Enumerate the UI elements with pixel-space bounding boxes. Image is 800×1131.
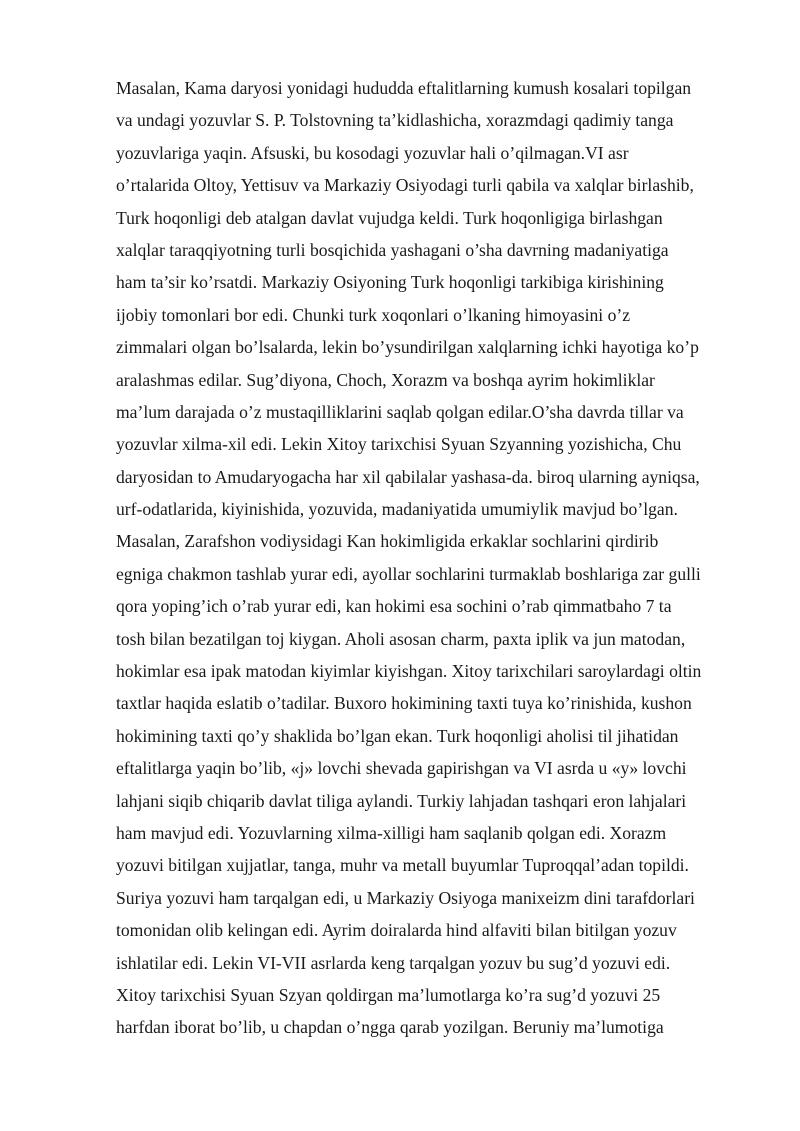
text-line: Masalan, Zarafshon vodiysidagi Kan hokimligida erkaklar sochlarini qirdirib: [116, 531, 659, 552]
text-line: Suriya yozuvi ham tarqalgan edi, u Markaziy Osiyoga manixeizm dini tarafdorlari: [116, 887, 695, 908]
document-page: [116, 72, 716, 1044]
text-line: aralashmas edilar. Sug’diyona, Choch, Xorazm va boshqa ayrim hokimliklar: [116, 369, 655, 390]
text-line: ma’lum darajada o’z mustaqilliklarini saqlab qolgan edilar.O’sha davrda tillar va: [116, 401, 684, 422]
text-line: ham mavjud edi. Yozuvlarning xilma-xilligi ham saqlanib qolgan edi. Xorazm: [116, 822, 667, 843]
text-line: ishlatilar edi. Lekin VI-VII asrlarda keng tarqalgan yozuv bu sug’d yozuvi edi.: [116, 952, 671, 973]
text-line: ham ta’sir ko’rsatdi. Markaziy Osiyoning Turk hoqonligi tarkibiga kirishining: [116, 272, 664, 293]
text-line: urf-odatlarida, kiyinishida, yozuvida, madaniyatida umumiylik mavjud bo’lgan.: [116, 499, 678, 520]
text-line: zimmalari olgan bo’lsalarda, lekin bo’ysundirilgan xalqlarning ichki hayotiga ko’p: [116, 337, 699, 358]
text-line: yozuvlar xilma-xil edi. Lekin Xitoy tarixchisi Syuan Szyanning yozishicha, Chu: [116, 434, 682, 455]
text-line: xalqlar taraqqiyotning turli bosqichida yashagani o’sha davrning madaniyatiga: [116, 239, 669, 260]
text-line: ijobiy tomonlari bor edi. Chunki turk xoqonlari o’lkaning himoyasini o’z: [116, 304, 631, 325]
text-line: egniga chakmon tashlab yurar edi, ayollar sochlarini turmaklab boshlariga zar gulli: [116, 563, 701, 584]
text-line: harfdan iborat bo’lib, u chapdan o’ngga qarab yozilgan. Beruniy ma’lumotiga: [116, 1017, 664, 1038]
text-line: lahjani siqib chiqarib davlat tiliga aylandi. Turkiy lahjadan tashqari eron lahjalari: [116, 790, 687, 811]
text-line: tomonidan olib kelingan edi. Ayrim doiralarda hind alfaviti bilan bitilgan yozuv: [116, 920, 677, 941]
text-line: taxtlar haqida eslatib o’tadilar. Buxoro hokimining taxti tuya ko’rinishida, kushon: [116, 693, 692, 714]
text-line: Xitoy tarixchisi Syuan Szyan qoldirgan ma’lumotlarga ko’ra sug’d yozuvi 25: [116, 984, 661, 1005]
text-line: yozuvlariga yaqin. Afsuski, bu kosodagi yozuvlar hali o’qilmagan.VI asr: [116, 142, 629, 163]
text-line: hokimlar esa ipak matodan kiyimlar kiyishgan. Xitoy tarixchilari saroylardagi oltin: [116, 661, 702, 682]
text-line: qora yoping’ich o’rab yurar edi, kan hokimi esa sochini o’rab qimmatbaho 7 ta: [116, 596, 672, 617]
text-line: Masalan, Kama daryosi yonidagi hududda eftalitlarning kumush kosalari topilgan: [116, 78, 692, 98]
text-line: hokimining taxti qo’y shaklida bo’lgan ekan. Turk hoqonligi aholisi til jihatidan: [116, 725, 679, 746]
text-line: tosh bilan bezatilgan toj kiygan. Aholi asosan charm, paxta iplik va jun matodan,: [116, 628, 686, 649]
text-line: Turk hoqonligi deb atalgan davlat vujudga keldi. Turk hoqonligiga birlashgan: [116, 207, 663, 228]
text-line: va undagi yozuvlar S. P. Tolstovning ta’kidlashicha, xorazmdagi qadimiy tanga: [116, 110, 674, 131]
text-line: daryosidan to Amudaryogacha har xil qabilalar yashasa-da. biroq ularning ayniqsa,: [116, 466, 700, 487]
text-line: yozuvi bitilgan xujjatlar, tanga, muhr va metall buyumlar Tuproqqal’adan topildi.: [116, 855, 689, 876]
text-line: eftalitlarga yaqin bo’lib, «j» lovchi shevada gapirishgan va VI asrda u «y» lovchi: [116, 758, 687, 779]
text-line: o’rtalarida Oltoy, Yettisuv va Markaziy Osiyodagi turli qabila va xalqlar birlashib,: [116, 175, 694, 196]
